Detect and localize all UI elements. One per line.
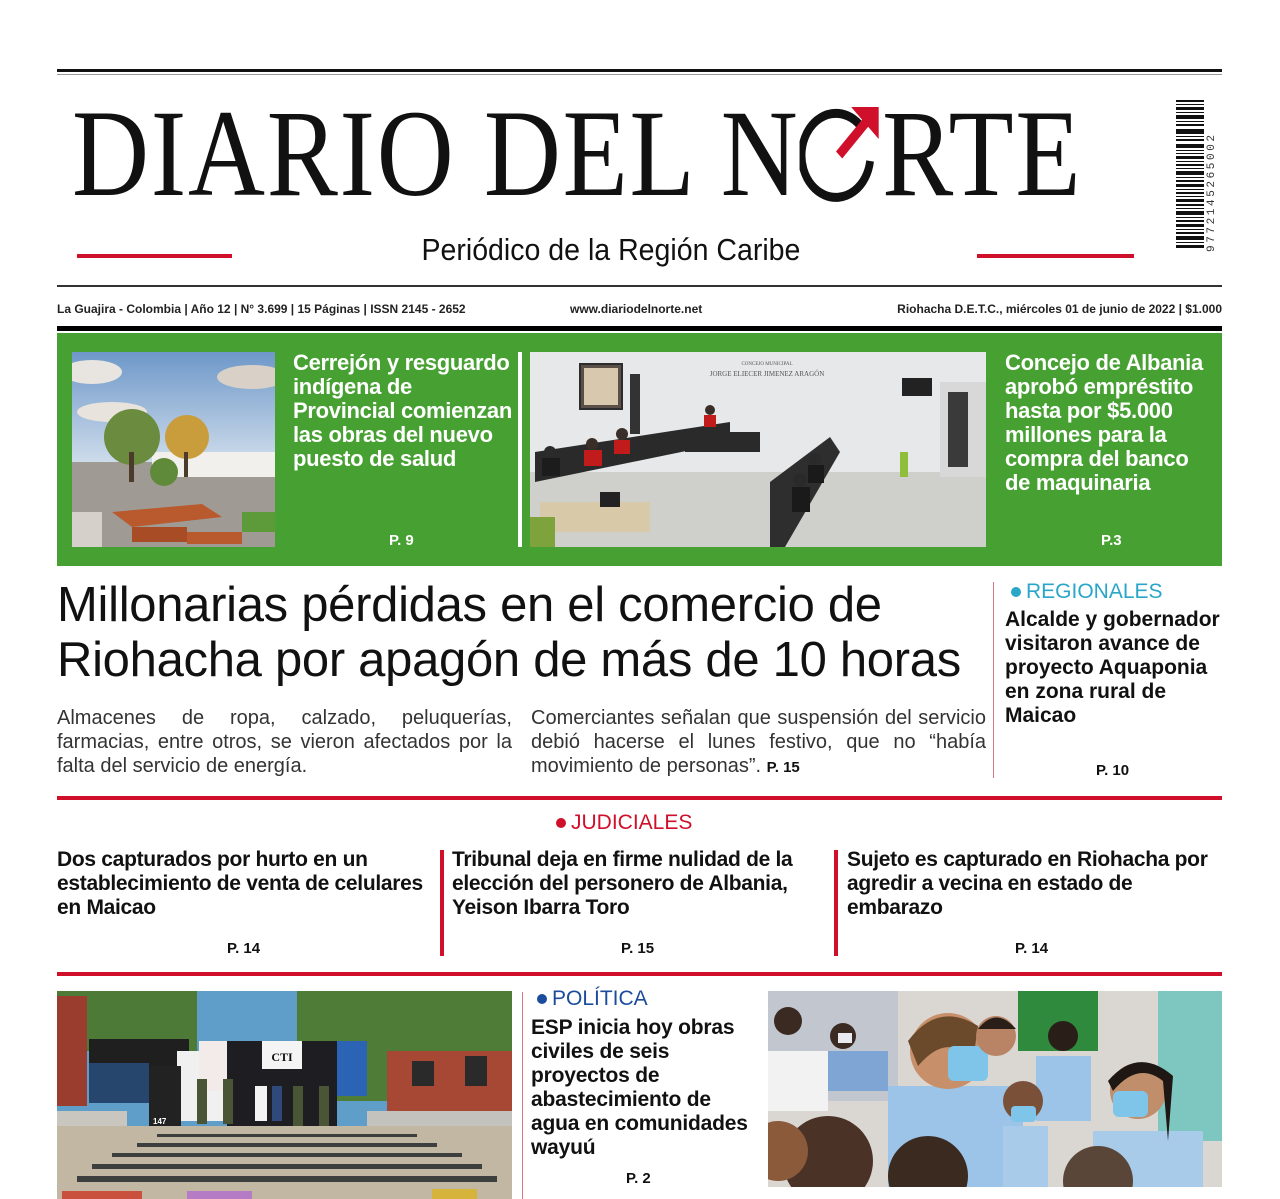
school-children-image[interactable] [768, 991, 1222, 1187]
lead-deck-right: Comerciantes señalan que suspensión del servicio debió hacerse el lunes festivo, que no “había movimiento de personas”. P. 15 [531, 707, 986, 777]
barcode-icon [1176, 100, 1204, 248]
health-post-image[interactable] [72, 352, 275, 547]
red-section-rule [57, 972, 1222, 976]
masthead-subtitle: Periódico de la Región Caribe [421, 232, 801, 267]
story-title-albania-council[interactable]: Concejo de Albania aprobó empréstito hasta por $5.000 millones para la compra del banco de maquinaria [1005, 350, 1203, 495]
black-rule [57, 326, 1222, 331]
green-band-divider [518, 352, 522, 547]
story-title-esp-water[interactable]: ESP inicia hoy obras civiles de seis proyectos de abastecimiento de agua en comunidades wayuú [531, 1016, 748, 1159]
page-ref: P. 10 [1096, 762, 1130, 779]
page-ref: P. 14 [1015, 940, 1049, 957]
edition-info: La Guajira - Colombia | Año 12 | N° 3.699 | 15 Páginas | ISSN 2145 - 2652 [57, 302, 466, 316]
svg-text:147: 147 [153, 1117, 167, 1126]
bullet-dot-icon [556, 818, 566, 828]
story-title-judicial-3[interactable]: Sujeto es capturado en Riohacha por agredir a vecina en estado de embarazo [847, 848, 1208, 919]
top-rule-thin [57, 74, 1222, 75]
drug-seizure-image[interactable] [57, 991, 512, 1199]
council-session-image[interactable] [530, 352, 986, 547]
story-title-judicial-1[interactable]: Dos capturados por hurto en un establecimiento de venta de celulares en Maicao [57, 848, 423, 919]
website-link[interactable]: www.diariodelnorte.net [570, 302, 703, 316]
lead-headline[interactable]: Millonarias pérdidas en el comercio de Riohacha por apagón de más de 10 horas [57, 578, 961, 687]
svg-text:CONCEJO MUNICIPAL: CONCEJO MUNICIPAL [741, 362, 793, 367]
section-label-regionales[interactable]: REGIONALES [1011, 580, 1163, 604]
red-accent-bar-right [977, 254, 1134, 258]
section-label-politica[interactable]: POLÍTICA [537, 987, 648, 1011]
top-rule [57, 69, 1222, 72]
page-ref: P. 9 [389, 532, 414, 549]
barcode-number: 9772145265002 [1206, 132, 1218, 252]
masthead-title-part2: RTE [882, 85, 1083, 222]
page-ref: P. 15 [766, 759, 800, 776]
red-section-rule [57, 796, 1222, 800]
page-ref: P.3 [1101, 532, 1122, 549]
masthead-logo[interactable] [72, 85, 1083, 222]
logo-o-arrow-glyph [800, 92, 883, 216]
masthead-bottom-rule [57, 285, 1222, 287]
svg-text:JORGE ELIECER JIMENEZ ARAGÓN: JORGE ELIECER JIMENEZ ARAGÓN [709, 370, 825, 378]
bullet-dot-icon [1011, 587, 1021, 597]
svg-text:CTI: CTI [271, 1050, 293, 1064]
section-label-judiciales[interactable]: JUDICIALES [556, 811, 692, 835]
masthead-title-part1: DIARIO DEL N [72, 85, 800, 222]
page-ref: P. 2 [626, 1170, 651, 1187]
lead-deck-left: Almacenes de ropa, calzado, peluquerías, farmacias, entre otros, se vieron afectados por la falta del servicio de energía. [57, 707, 512, 777]
politica-divider [522, 992, 523, 1199]
story-title-health-post[interactable]: Cerrejón y resguardo indígena de Provincial comienzan las obras del nuevo puesto de salud [293, 350, 512, 471]
red-accent-bar-left [77, 254, 232, 258]
page-ref: P. 15 [621, 940, 655, 957]
judicial-divider [440, 850, 444, 956]
regionales-divider [993, 582, 994, 778]
bullet-dot-icon [537, 994, 547, 1004]
page-ref: P. 14 [227, 940, 261, 957]
judicial-divider [834, 850, 838, 956]
story-title-aquaponia[interactable]: Alcalde y gobernador visitaron avance de proyecto Aquaponia en zona rural de Maicao [1005, 608, 1220, 727]
story-title-judicial-2[interactable]: Tribunal deja en firme nulidad de la elección del personero de Albania, Yeison Ibarra Toro [452, 848, 793, 919]
date-price: Riohacha D.E.T.C., miércoles 01 de junio de 2022 | $1.000 [897, 302, 1222, 316]
